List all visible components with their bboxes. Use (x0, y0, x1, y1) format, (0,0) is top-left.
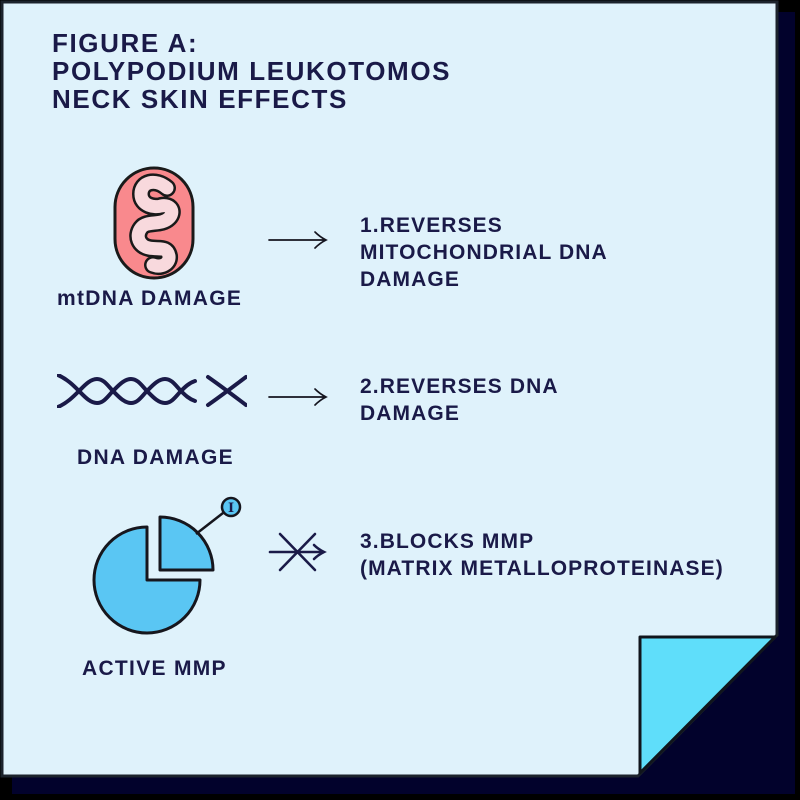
pie-chart-icon (92, 492, 247, 642)
effect-text-3 (360, 528, 724, 582)
figure-title-line1: FIGURE A: (52, 28, 199, 58)
effect-text-1 (360, 212, 608, 293)
effect-1-line2: MITOCHONDRIAL DNA (360, 241, 608, 264)
info-marker-letter: I (227, 501, 235, 516)
arrow-icon (268, 385, 332, 409)
effect-3-line1: 3.BLOCKS MMP (360, 530, 535, 553)
effect-text-2 (360, 373, 559, 427)
effect-2-line1: 2.REVERSES DNA (360, 375, 559, 398)
mitochondria-icon (113, 166, 195, 280)
active-mmp-label: ACTIVE MMP (82, 657, 227, 680)
arrow-icon (268, 228, 332, 252)
blocked-arrow-icon (268, 530, 330, 574)
figure-title-line3: NECK SKIN EFFECTS (52, 84, 348, 114)
effect-3-line2: (MATRIX METALLOPROTEINASE) (360, 557, 724, 580)
figure-title (52, 29, 451, 113)
effect-1-line1: 1.REVERSES (360, 214, 503, 237)
pie-slice (160, 517, 213, 570)
dna-icon (57, 374, 247, 408)
mtdna-damage-label: mtDNA DAMAGE (57, 287, 243, 310)
figure-title-line2: POLYPODIUM LEUKOTOMOS (52, 56, 452, 86)
effect-2-line2: DAMAGE (360, 402, 460, 425)
dna-damage-label: DNA DAMAGE (77, 446, 234, 469)
effect-1-line3: DAMAGE (360, 268, 460, 291)
